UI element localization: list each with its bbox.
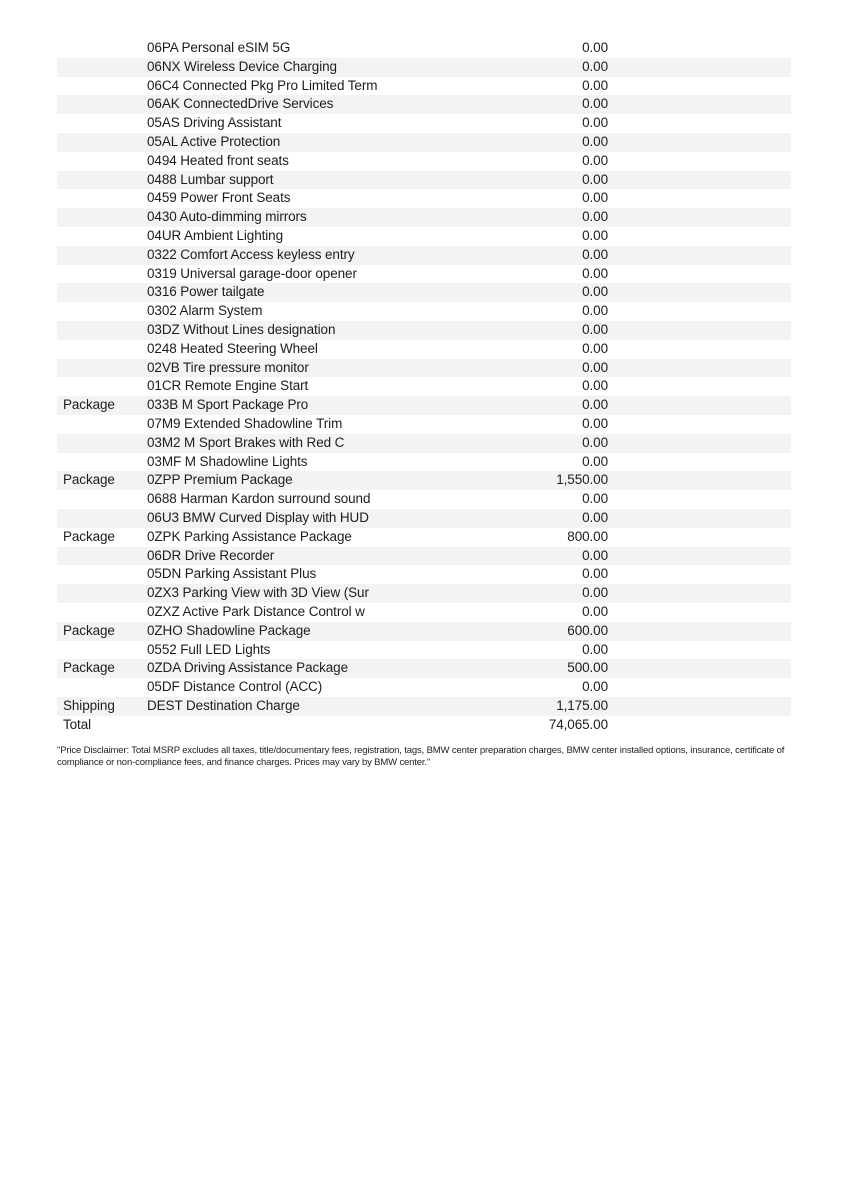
row-price: 0.00 bbox=[582, 246, 608, 262]
table-row bbox=[57, 509, 791, 528]
row-price: 0.00 bbox=[582, 115, 608, 131]
row-category: Package bbox=[63, 472, 115, 488]
row-price: 1,175.00 bbox=[556, 697, 608, 713]
row-category: Package bbox=[63, 622, 115, 638]
row-category: Shipping bbox=[63, 697, 115, 713]
table-row bbox=[57, 227, 791, 246]
row-item: 0688 Harman Kardon surround sound bbox=[147, 491, 371, 507]
row-price: 0.00 bbox=[582, 152, 608, 168]
row-price: 0.00 bbox=[582, 284, 608, 300]
table-row bbox=[57, 565, 791, 584]
table-row bbox=[57, 678, 791, 697]
row-item: 06U3 BMW Curved Display with HUD bbox=[147, 509, 369, 525]
row-item: 02VB Tire pressure monitor bbox=[147, 359, 309, 375]
row-category: Package bbox=[63, 528, 115, 544]
row-item: 0319 Universal garage-door opener bbox=[147, 265, 357, 281]
row-price: 0.00 bbox=[582, 40, 608, 55]
row-price: 0.00 bbox=[582, 190, 608, 206]
table-row bbox=[57, 659, 791, 678]
row-item: 0ZDA Driving Assistance Package bbox=[147, 660, 348, 676]
table-row bbox=[57, 283, 791, 302]
row-category: Total bbox=[63, 716, 92, 732]
row-price: 0.00 bbox=[582, 265, 608, 281]
table-row bbox=[57, 377, 791, 396]
table-row bbox=[57, 415, 791, 434]
row-item: 0316 Power tailgate bbox=[147, 284, 265, 300]
row-item: DEST Destination Charge bbox=[147, 697, 300, 713]
table-row bbox=[57, 340, 791, 359]
row-item: 06DR Drive Recorder bbox=[147, 547, 275, 563]
row-price: 0.00 bbox=[582, 415, 608, 431]
row-item: 06C4 Connected Pkg Pro Limited Term bbox=[147, 77, 378, 93]
row-item: 0494 Heated front seats bbox=[147, 152, 289, 168]
row-item: 05DN Parking Assistant Plus bbox=[147, 566, 317, 582]
row-price: 0.00 bbox=[582, 397, 608, 413]
table-row bbox=[57, 189, 791, 208]
row-price: 500.00 bbox=[567, 660, 608, 676]
table-row bbox=[57, 471, 791, 490]
table-row bbox=[57, 603, 791, 622]
row-price: 0.00 bbox=[582, 547, 608, 563]
table-row bbox=[57, 547, 791, 566]
row-item: 0430 Auto-dimming mirrors bbox=[147, 209, 307, 225]
table-row bbox=[57, 152, 791, 171]
table-row bbox=[57, 114, 791, 133]
table-row bbox=[57, 171, 791, 190]
row-item: 04UR Ambient Lighting bbox=[147, 227, 283, 243]
row-item: 0488 Lumbar support bbox=[147, 171, 274, 187]
table-row bbox=[57, 396, 791, 415]
row-price: 74,065.00 bbox=[548, 716, 608, 732]
row-item: 0248 Heated Steering Wheel bbox=[147, 340, 318, 356]
row-price: 0.00 bbox=[582, 227, 608, 243]
row-price: 0.00 bbox=[582, 340, 608, 356]
table-row bbox=[57, 641, 791, 660]
row-price: 0.00 bbox=[582, 96, 608, 112]
row-price: 0.00 bbox=[582, 603, 608, 619]
row-price: 0.00 bbox=[582, 303, 608, 319]
row-price: 1,550.00 bbox=[556, 472, 608, 488]
row-item: 0ZPK Parking Assistance Package bbox=[147, 528, 352, 544]
row-price: 0.00 bbox=[582, 679, 608, 695]
row-item: 0322 Comfort Access keyless entry bbox=[147, 246, 355, 262]
row-price: 600.00 bbox=[567, 622, 608, 638]
row-item: 06AK ConnectedDrive Services bbox=[147, 96, 334, 112]
row-item: 05DF Distance Control (ACC) bbox=[147, 679, 323, 695]
table-row bbox=[57, 208, 791, 227]
row-item: 0ZHO Shadowline Package bbox=[147, 622, 311, 638]
row-price: 0.00 bbox=[582, 171, 608, 187]
table-row bbox=[57, 584, 791, 603]
table-row bbox=[57, 246, 791, 265]
row-price: 0.00 bbox=[582, 491, 608, 507]
table-row bbox=[57, 265, 791, 284]
table-row bbox=[57, 622, 791, 641]
row-item: 05AS Driving Assistant bbox=[147, 115, 282, 131]
row-price: 0.00 bbox=[582, 585, 608, 601]
row-category: Package bbox=[63, 660, 115, 676]
row-item: 03MF M Shadowline Lights bbox=[147, 453, 308, 469]
table-row bbox=[57, 302, 791, 321]
table-row bbox=[57, 95, 791, 114]
row-item: 033B M Sport Package Pro bbox=[147, 397, 309, 413]
row-item: 06PA Personal eSIM 5G bbox=[147, 40, 291, 55]
table-row bbox=[57, 453, 791, 472]
row-price: 0.00 bbox=[582, 641, 608, 657]
table-row bbox=[57, 58, 791, 77]
table-row bbox=[57, 697, 791, 716]
row-price: 0.00 bbox=[582, 209, 608, 225]
table-row bbox=[57, 39, 791, 58]
row-price: 0.00 bbox=[582, 566, 608, 582]
table-row bbox=[57, 133, 791, 152]
row-price: 0.00 bbox=[582, 77, 608, 93]
table-row bbox=[57, 434, 791, 453]
row-price: 0.00 bbox=[582, 321, 608, 337]
row-price: 0.00 bbox=[582, 359, 608, 375]
table-row bbox=[57, 528, 791, 547]
row-item: 01CR Remote Engine Start bbox=[147, 378, 309, 394]
row-category: Package bbox=[63, 397, 115, 413]
row-item: 0ZPP Premium Package bbox=[147, 472, 293, 488]
options-table bbox=[57, 39, 791, 734]
row-item: 03M2 M Sport Brakes with Red C bbox=[147, 434, 345, 450]
price-disclaimer-text: "Price Disclaimer: Total MSRP excludes all taxes, title/documentary fees, registration, tags, BMW center preparation charges, BMW center installed options, insurance, certificate of compliance or non-compliance fees, and finance charges. Prices may vary by BMW center." bbox=[57, 745, 785, 768]
row-item: 05AL Active Protection bbox=[147, 133, 281, 149]
row-price: 0.00 bbox=[582, 58, 608, 74]
row-item: 0552 Full LED Lights bbox=[147, 641, 271, 657]
row-item: 03DZ Without Lines designation bbox=[147, 321, 336, 337]
row-item: 0ZX3 Parking View with 3D View (Sur bbox=[147, 585, 369, 601]
row-price: 0.00 bbox=[582, 378, 608, 394]
row-item: 0ZXZ Active Park Distance Control w bbox=[147, 603, 365, 619]
table-row bbox=[57, 359, 791, 378]
row-price: 0.00 bbox=[582, 434, 608, 450]
row-price: 800.00 bbox=[567, 528, 608, 544]
table-row bbox=[57, 716, 791, 735]
row-item: 07M9 Extended Shadowline Trim bbox=[147, 415, 343, 431]
row-item: 06NX Wireless Device Charging bbox=[147, 58, 337, 74]
row-item: 0459 Power Front Seats bbox=[147, 190, 291, 206]
row-price: 0.00 bbox=[582, 453, 608, 469]
table-row bbox=[57, 77, 791, 96]
row-price: 0.00 bbox=[582, 509, 608, 525]
row-price: 0.00 bbox=[582, 133, 608, 149]
table-row bbox=[57, 490, 791, 509]
table-row bbox=[57, 321, 791, 340]
row-item: 0302 Alarm System bbox=[147, 303, 263, 319]
